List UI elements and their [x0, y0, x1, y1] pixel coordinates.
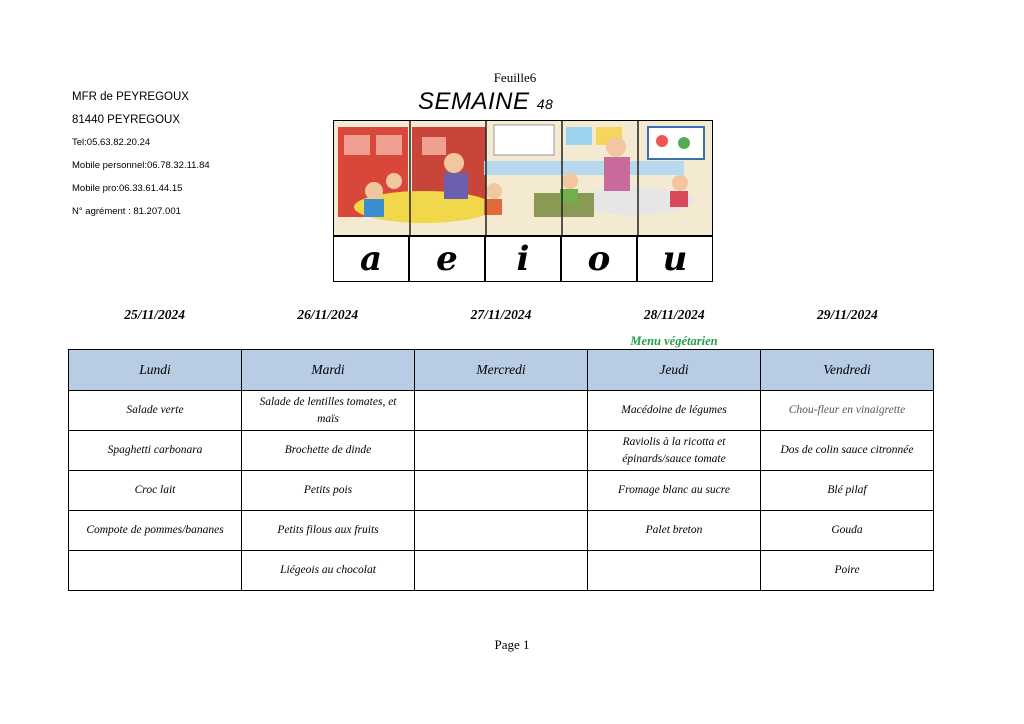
table-row — [69, 391, 934, 431]
menu-cell: Dos de colin sauce citronnée — [761, 431, 934, 471]
contact-agreement: N° agrément : 81.207.001 — [72, 206, 181, 217]
day-header: Lundi — [69, 350, 242, 391]
menu-cell — [415, 511, 588, 551]
menu-cell: Fromage blanc au sucre — [588, 471, 761, 511]
menu-cell: Compote de pommes/bananes — [69, 511, 242, 551]
vowel-letters — [334, 237, 712, 281]
menu-cell: Poire — [761, 551, 934, 591]
menu-cell: Liégeois au chocolat — [242, 551, 415, 591]
vowel-letter: o — [560, 237, 636, 281]
menu-cell: Raviolis à la ricotta et épinards/sauce tomate — [588, 431, 761, 471]
day-header: Mardi — [242, 350, 415, 391]
date-monday: 25/11/2024 — [124, 307, 185, 322]
vowel-letter: e — [408, 237, 484, 281]
vowel-letter: i — [484, 237, 560, 281]
menu-cell: Salade verte — [69, 391, 242, 431]
day-header-row — [69, 350, 934, 391]
menu-cell — [415, 551, 588, 591]
date-thursday: 28/11/2024 — [643, 307, 705, 322]
menu-cell — [415, 391, 588, 431]
menu-cell: Chou-fleur en vinaigrette — [761, 391, 934, 431]
menu-cell: Petits filous aux fruits — [242, 511, 415, 551]
page-number: Page 1 — [494, 637, 530, 652]
vegetarian-note: Menu végétarien — [630, 334, 718, 348]
menu-table — [68, 349, 934, 591]
menu-cell — [588, 551, 761, 591]
week-title — [418, 88, 553, 116]
contact-tel: Tel:05.63.82.20.24 — [72, 137, 151, 148]
school-cafeteria-illustration — [333, 120, 713, 282]
contact-block — [72, 92, 210, 230]
menu-cell: Macédoine de légumes — [588, 391, 761, 431]
date-row — [68, 307, 934, 323]
date-wednesday: 27/11/2024 — [470, 307, 532, 322]
week-label: SEMAINE — [418, 88, 530, 115]
table-row — [69, 551, 934, 591]
table-row — [69, 431, 934, 471]
menu-cell: Spaghetti carbonara — [69, 431, 242, 471]
menu-cell: Palet breton — [588, 511, 761, 551]
day-header: Vendredi — [761, 350, 934, 391]
day-header: Jeudi — [588, 350, 761, 391]
contact-name: MFR de PEYREGOUX — [72, 91, 189, 103]
menu-cell: Salade de lentilles tomates, et maïs — [242, 391, 415, 431]
sheet-name: Feuille6 — [493, 70, 537, 85]
date-tuesday: 26/11/2024 — [297, 307, 359, 322]
week-number: 48 — [536, 96, 554, 112]
vowel-letter: a — [359, 239, 383, 279]
day-header: Mercredi — [415, 350, 588, 391]
menu-cell: Croc lait — [69, 471, 242, 511]
table-row — [69, 471, 934, 511]
menu-cell: Blé pilaf — [761, 471, 934, 511]
menu-cell: Gouda — [761, 511, 934, 551]
menu-cell: Petits pois — [242, 471, 415, 511]
menu-cell — [415, 471, 588, 511]
contact-mobile-pro: Mobile pro:06.33.61.44.15 — [72, 183, 183, 194]
cafeteria-scene-icon — [334, 121, 713, 237]
contact-address: 81440 PEYREGOUX — [72, 114, 181, 126]
menu-cell — [69, 551, 242, 591]
date-friday: 29/11/2024 — [817, 307, 878, 322]
table-row — [69, 511, 934, 551]
menu-cell: Brochette de dinde — [242, 431, 415, 471]
contact-mobile-personal: Mobile personnel:06.78.32.11.84 — [72, 160, 210, 171]
vowel-letter: u — [636, 237, 712, 281]
menu-cell — [415, 431, 588, 471]
